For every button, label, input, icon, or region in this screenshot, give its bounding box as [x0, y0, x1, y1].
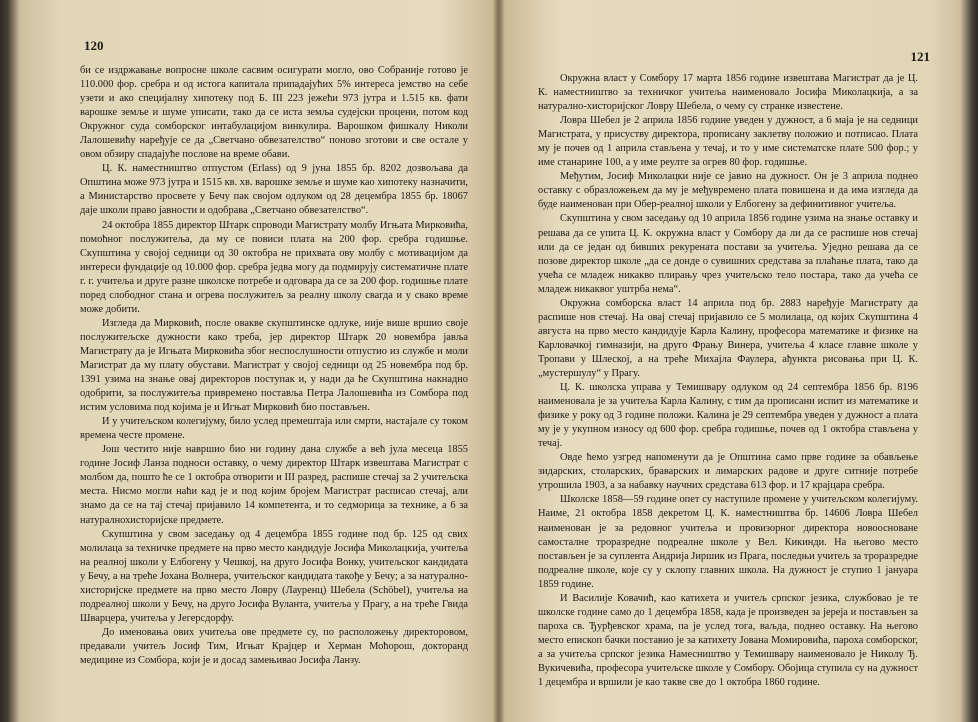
- paragraph: Ц. К. школска управа у Темишвару одлуком од 24 септембра 1856 бр. 8196 наименовала је за учитеља Карла Калину, с тим да прописани испит из математике и физике у року од 3 године положи. Калина је 29 септембра уведен у дужност а плата му је у укупном износу од 600 фор. сребра годишње, почев од 1 октобра стављена у течај.: [538, 382, 918, 450]
- book-gutter: [494, 0, 504, 722]
- paragraph: 24 октобра 1855 директор Штарк спроводи Магистрату молбу Игњата Мирковића, помоћног послужитеља, да му се повиси плата на 200 фор. сребра годишње. Скупштина у својој седници од 30 октобра не прихвата ову молбу с мотивацијом да интереси фундације од 10.000 фор. сребра једва могу да подмирују систематичне плате г. г. учитеља и друге разне школске потребе и одговара да се за 200 фор. годишње плате поред слободног стана и огрева послужитељ за реалну школу свагда и у свако време може добити.: [80, 219, 468, 315]
- paragraph: Овде ћемо узгред напоменути да је Општина само прве године за обављење зидарских, столарских, браварских и лимарских радове и друге ситније потребе утрошила 1903, а за набавку научних средстава 613 фор. и 17 крајцара сребра.: [538, 452, 918, 492]
- right-page: [538, 0, 930, 722]
- paragraph: Ловра Шебел је 2 априла 1856 године уведен у дужност, а 6 маја је на седници Магистрата, у присуству директора, прописану заклетву положио и потписао. Плата му је почев од 1 априла стављена у течај, и то у име систематске плате 500 фор.; у име станарине 100, а у име реулте за огрев 80 фор. годишње.: [538, 115, 918, 169]
- paragraph: Скупштина у свом заседању од 10 априла 1856 године узима на знање оставку и решава да се упита Ц. К. окружна власт у Сомбору да ли да се распише нов стечај или да се један од бивших рекурената постави за учитеља. Уједно решава да се позове директор школе „да се донде о сувишних средстава за плаћање плата, тако да учећа се младеж никакво плирању чрез учитељско тело постара, тако да учећа се младеж никаквог уштрба нема“.: [538, 213, 918, 295]
- paragraph: И Василије Ковачић, као катихета и учитељ српског језика, службовао је те школске године само до 1 децембра 1858, када је произведен за јереја и постављен за пароха св. Ђурђевског храма, па је услед тога, ваљда, поднео оставку. На његово место епископ бачки поставио је за катихету Јована Момировића, пароха сомборског, а за учитеља српског језика Намесништво у Темишвару наименовало је Николу Ђ. Вукичевића, професора учитељске школе у Сомбору. Обојица ступила су на дужност 1 децембра и вршили је као такве све до 1 октобра 1860 године.: [538, 592, 918, 689]
- paragraph: Скупштина у свом заседању од 4 децембра 1855 године под бр. 125 од свих молилаца за техничке предмете на прво место кандидује Јосифа Миколацкија, учитеља на реалној школи у Елбогену у Чешкој, на друго Јосифа Вонку, учитељског кандидата у Бечу, а на треће Јохана Волнера, учитељског кандидата такође у Бечу; а за натурално-хисторијске предмете на прво место Ловру (Лауренц) Шебела (Schöbel), учитеља на подреалној школи у Бечу, на друго Јосифа Вуланта, учитеља у Прагу, а на треће Гвида Шварцера, учитеља у Јегерсдорфу.: [80, 528, 468, 624]
- paragraph: Међутим, Јосиф Миколацки није се јавио на дужност. Он је 3 априла поднео оставку с образложењем да му је међувремено плата повишена и да има изгледа да буде наименован при Обер-реалној школи у Елбогену за дефинитивног учитеља.: [538, 171, 918, 211]
- paragraph: Окружна власт у Сомбору 17 марта 1856 године извештава Магистрат да је Ц. К. наместништво за техничког учитеља наименовало Јосифа Миколацкија, а за натурално-хисторијског Ловру Шебела, о чему су странке известене.: [538, 73, 918, 113]
- paragraph: До именовања ових учитеља ове предмете су, по расположењу директоровом, предавали учитељ Јосиф Тим, Игњат Крајцер и Херман Моћорош, докторанд медицине из Сомбора, који је и досад замењивао Јосифа Ланзу.: [80, 626, 468, 666]
- paragraph: Школске 1858—59 године опет су наступиле промене у учитељском колегијуму. Наиме, 21 октобра 1858 декретом Ц. К. наместништва бр. 14606 Ловра Шебел наименован је за редовног учитеља и провизорног директора новоосноване самосталне троразредне подреалне школе у Вел. Кикинди. На његово место постављен је за суплента Андрија Јиршик из Прага, последњи учитељ за троразредне подреалне школе, које су у склопу главних школа. На дужност је ступио 1 јануара 1859 године.: [538, 494, 918, 590]
- right-page-text: [538, 72, 918, 690]
- paragraph: Изгледа да Мирковић, после овакве скупштинске одлуке, није више вршио своје послужитељске дужности како треба, јер директор Штарк 20 новембра јавља Магистрату да је Игњата Мирковића због неспослушности отпустио из службе и моли Магистрат да му плату обустави. Магистрат у својој седници од 25 новембра под бр. 1391 узима на знање овај директоров поступак и, у нади да ће Скупштина накнадно одобрити, за послужитеља привремено поставља Петра Лалошевића из Сомбора под истим условима под којима је и Игњат Мирковић био постављен.: [80, 317, 468, 414]
- paragraph: И у учитељском колегијуму, било услед премештаја или смрти, настајале су током времена честе промене.: [80, 416, 468, 442]
- page-number-left: 120: [84, 38, 104, 53]
- paragraph: Још честито није навршио био ни годину дана службе а већ јула месеца 1855 године Јосиф Ланза подноси оставку, о чему директор Штарк извештава Магистрат с молбом да, пошто ће се 1 октобра отворити и III разред, распише стечај за 2 учитељска места. Нисмо могли наћи кад је и под којим бројем Магистрат расписао стечај, али знамо да се на тај стечај пријавило 14 компетента, и то седморица за технике, а 6 за натуралнохисторијске предмете.: [80, 444, 468, 526]
- page-number-right: 121: [910, 49, 930, 64]
- paragraph: би се издржавање вопросне школе сасвим осигурати могло, ово Собраније готово је 110.000 фор. сребра и од истога капитала припадајућих 5% интереса јемство на себе узети и ако специјалну хипотеку под Б. III 223 јежећи 973 јутра и 1.515 кв. фати варошке земље и шуме уписати, тако да се иста земља судејски процени, потом код Окружног суда сомборског интабулацијом винкулира. Варошком фишкалу Николи Лалошевићу наређује се да „Светчано обвезателство“ поново зготови и све остале у овом обзиру спадајуће послове на време обави.: [80, 65, 468, 161]
- left-page-text: [80, 64, 468, 668]
- paragraph: Ц. К. наместништво отпустом (Erlass) од 9 јуна 1855 бр. 8202 дозвољава да Општина може 973 јутра и 1515 кв. хв. варошке земље и шуме као хипотеку назначити, а Министарство просвете у Бечу пак својом одлуком од 28 децембра 1855 бр. 18067 даје школи право јавности и одобрава „Светчано обвезателство“.: [80, 163, 468, 217]
- left-page: [80, 0, 468, 722]
- paragraph: Окружна сомборска власт 14 априла под бр. 2883 наређује Магистрату да распише нов стечај. На овај стечај пријавило се 5 молилаца, од којих Скупштина 4 августа на прво место кандидује Карла Калину, професора математике и физике на Карловачкој гимназији, на друго Фрању Винера, учитеља 4 класе главне школе у Тропави у Шлеској, а на треће Михајла Фаулера, ађункта рисовања при Ц. К. „мустершулу“ у Прагу.: [538, 297, 918, 379]
